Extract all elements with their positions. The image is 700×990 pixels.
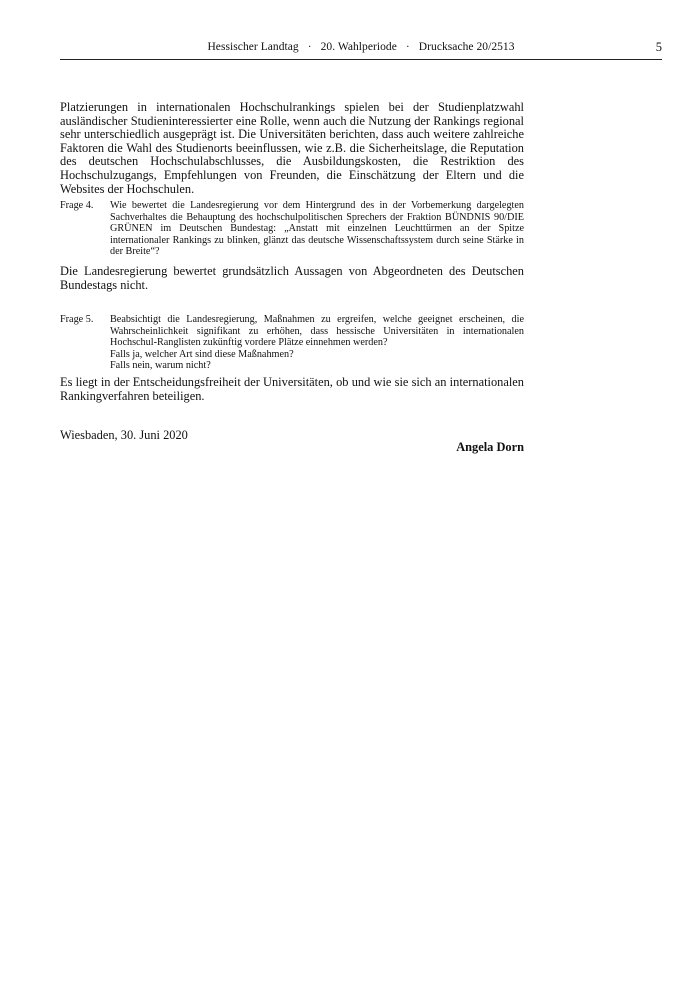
- page-header: [60, 41, 662, 60]
- header-separator: ·: [405, 41, 410, 53]
- answer-paragraph: Es liegt in der Entscheidungsfreiheit der Universitäten, ob und wie sie sich an internationalen Rankingverfahren beteiligen.: [60, 375, 524, 403]
- question-line: Falls ja, welcher Art sind diese Maßnahmen?: [110, 348, 294, 360]
- header-separator: ·: [307, 41, 312, 53]
- place-and-date: Wiesbaden, 30. Juni 2020: [60, 428, 188, 442]
- question-line: Wie bewertet die Landesregierung vor dem Hintergrund des in der Vorbemerkung dargelegten Sachverhaltes die Behauptung des hochschulpolitischen Sprechers der Fraktion BÜNDNIS 90/DIE GRÜNEN im Deutschen Bundestag: „Anstatt mit einzelnen Leuchttürmen an der Spitze internationaler Rankings zu blinken, glänzt das deutsche Wissenschaftssystem durch seine Stärke in der Breite“?: [110, 200, 524, 258]
- question-label: Frage 5.: [60, 314, 94, 325]
- header-parliament: Hessischer Landtag: [207, 41, 299, 53]
- answer-paragraph: Die Landesregierung bewertet grundsätzlich Aussagen von Abgeordneten des Deutschen Bundestags nicht.: [60, 264, 524, 292]
- question-5: [60, 314, 524, 372]
- answer-5-section: [60, 376, 524, 403]
- signatory-name: Angela Dorn: [456, 440, 524, 454]
- question-line: Beabsichtigt die Landesregierung, Maßnahmen zu ergreifen, welche geeignet erscheinen, die Wahrscheinlichkeit signifikant zu erhöhen, dass hessische Universitäten in internationalen Hochschul-Ranglisten zukünftig vordere Plätze einnehmen werden?: [110, 314, 524, 349]
- question-line: Falls nein, warum nicht?: [110, 360, 211, 372]
- page-number: 5: [655, 40, 662, 54]
- header-document-number: Drucksache 20/2513: [418, 41, 515, 53]
- question-label: Frage 4.: [60, 200, 94, 211]
- answer-4-section: [60, 265, 524, 292]
- intro-paragraph: Platzierungen in internationalen Hochschulrankings spielen bei der Studienplatzwahl ausländischer Studieninteressierter eine Rolle, wenn auch die Nutzung der Rankings regional sehr unterschiedlich ausgeprägt ist. Die Universitäten berichten, dass auch weitere zahlreiche Faktoren die Wahl des Studienorts beeinflussen, wie z.B. die Sicherheitslage, die Reputation des deutschen Hochschulabschlusses, die Ausbildungskosten, die Restriktion des Hochschulzugangs, Empfehlungen von Freunden, die Einschätzung der Eltern und die Websites der Hochschulen.: [60, 100, 524, 196]
- question-text: [110, 314, 524, 372]
- intro-section: [60, 101, 524, 196]
- question-text: [110, 200, 524, 258]
- question-4: [60, 200, 524, 258]
- header-period: 20. Wahlperiode: [320, 41, 397, 53]
- header-info: [60, 41, 662, 53]
